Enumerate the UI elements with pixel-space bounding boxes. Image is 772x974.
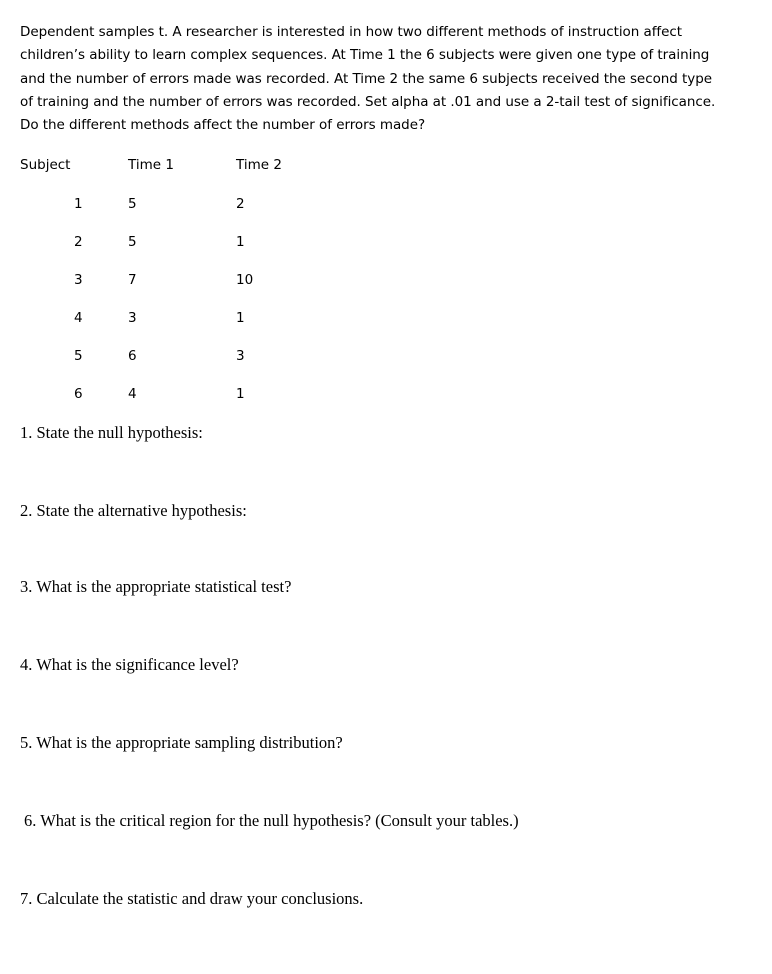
time1-cell: 6	[128, 348, 137, 364]
subject-cell: 2	[74, 234, 83, 250]
subject-cell: 1	[74, 196, 83, 212]
question-null-hypothesis: 1. State the null hypothesis:	[20, 423, 203, 442]
time2-cell: 1	[236, 386, 245, 402]
time2-cell: 3	[236, 348, 245, 364]
time2-cell: 1	[236, 310, 245, 326]
time1-cell: 7	[128, 272, 137, 288]
problem-line: of training and the number of errors was recorded. Set alpha at .01 and use a 2-tail test of significance.	[20, 93, 716, 110]
cropped-heading-fragment	[300, 0, 480, 2]
time2-cell: 10	[236, 272, 254, 288]
question-significance-level: 4. What is the significance level?	[20, 655, 239, 674]
question-calculate-statistic: 7. Calculate the statistic and draw your conclusions.	[20, 889, 364, 908]
question-alternative-hypothesis: 2. State the alternative hypothesis:	[20, 501, 247, 520]
time2-cell: 1	[236, 234, 245, 250]
subject-cell: 3	[74, 272, 83, 288]
problem-line: and the number of errors made was recorded. At Time 2 the same 6 subjects received the second type	[20, 70, 712, 87]
time2-column-header: Time 2	[236, 157, 282, 173]
time1-cell: 3	[128, 310, 137, 326]
problem-line: Do the different methods affect the number of errors made?	[20, 117, 426, 134]
subject-cell: 6	[74, 386, 83, 402]
problem-statement	[20, 21, 760, 137]
question-statistical-test: 3. What is the appropriate statistical test?	[20, 577, 292, 596]
time1-cell: 5	[128, 196, 137, 212]
problem-line: Dependent samples t. A researcher is interested in how two different methods of instruction affect	[20, 24, 682, 40]
question-sampling-distribution: 5. What is the appropriate sampling distribution?	[20, 733, 343, 752]
subject-cell: 5	[74, 348, 83, 364]
subject-column-header: Subject	[20, 157, 71, 173]
problem-line: children’s ability to learn complex sequences. At Time 1 the 6 subjects were given one type of training	[20, 47, 710, 64]
time1-cell: 4	[128, 386, 137, 402]
time1-column-header: Time 1	[128, 157, 174, 173]
time2-cell: 2	[236, 196, 245, 212]
subject-cell: 4	[74, 310, 83, 326]
question-critical-region: 6. What is the critical region for the null hypothesis? (Consult your tables.)	[24, 811, 519, 830]
time1-cell: 5	[128, 234, 137, 250]
